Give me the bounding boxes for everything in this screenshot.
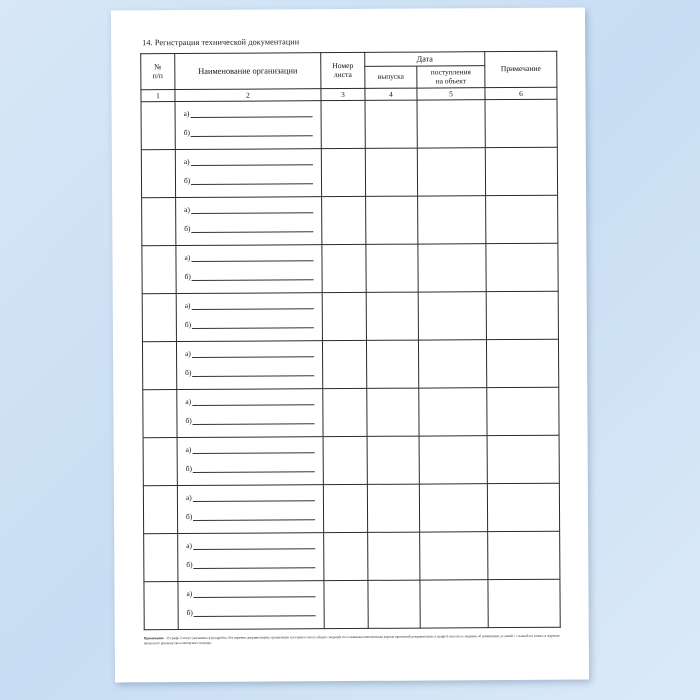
cell-sheet-number[interactable] [323,388,367,436]
registration-table [140,51,561,631]
cell-date-issue[interactable] [367,436,419,484]
write-line-label: б) [185,415,192,426]
cell-date-issue[interactable] [366,340,418,388]
write-line [186,510,315,521]
cell-organization[interactable] [177,437,323,486]
cell-row-number[interactable] [142,294,176,342]
write-line [184,126,313,137]
write-line [185,366,314,377]
write-line-rule[interactable] [191,175,313,185]
footnote-label: Примечание [143,636,164,641]
write-line-label: а) [183,156,190,167]
header-sheet-number-line1: Номер [332,60,354,70]
header-date-received [417,66,485,88]
write-line-label: б) [185,463,193,474]
write-line-label: б) [184,223,191,234]
header-date-received-line2: на объект [435,75,467,85]
write-line-label: б) [183,127,190,138]
organization-write-lines [176,101,321,149]
write-line-label: а) [186,588,193,599]
header-organization: Наименование организации [175,53,321,90]
write-line-label: а) [186,540,192,551]
table-row [142,195,558,246]
write-line [186,462,315,473]
cell-date-received[interactable] [418,244,486,292]
write-line-rule[interactable] [192,319,314,329]
document-content [140,36,560,653]
cell-remark[interactable] [487,387,559,435]
organization-write-lines [178,533,323,581]
write-line [185,299,314,310]
cell-organization[interactable] [175,149,321,198]
write-line-rule[interactable] [192,367,314,377]
header-sheet-number [321,52,365,88]
cell-date-issue[interactable] [366,244,418,292]
cell-row-number[interactable] [144,534,178,582]
write-line [185,318,314,329]
table-row [142,339,558,390]
cell-row-number[interactable] [141,150,175,198]
cell-row-number[interactable] [142,342,176,390]
write-line [184,222,313,233]
write-line-rule[interactable] [194,607,316,617]
write-line [186,539,315,550]
write-line-rule[interactable] [191,127,313,137]
cell-organization[interactable] [177,485,323,534]
table-row [144,531,560,582]
write-line-rule[interactable] [191,300,313,310]
write-line-label: а) [185,348,191,359]
write-line-label: б) [186,607,193,618]
table-row [141,147,557,198]
write-line-rule[interactable] [193,540,315,550]
write-line [185,347,314,358]
cell-remark[interactable] [486,243,558,291]
write-line-rule[interactable] [190,108,312,118]
header-row-main [141,51,557,68]
cell-organization[interactable] [178,581,324,630]
write-line [184,174,313,185]
cell-date-received[interactable] [419,484,487,532]
write-line-rule[interactable] [193,511,315,521]
document-sheet [111,8,589,683]
cell-remark[interactable] [487,435,559,483]
organization-write-lines [178,581,323,629]
write-line-label: б) [186,559,193,570]
cell-date-issue[interactable] [366,196,418,244]
footnote [144,634,560,647]
header-row-number [141,54,175,90]
write-line [186,443,315,454]
organization-write-lines [176,197,321,245]
cell-sheet-number[interactable] [324,580,368,628]
write-line-label: б) [184,271,191,282]
write-line-rule[interactable] [194,559,316,569]
footnote-text: – В графе 2 могут указываться (подробно, без перечня документации) организации поставки и числа общих сведений по основным комплектным картам проектной документации, в графе 6 вносятся сведения об изменениях условий с ссылкой на запись в журнале авторского руководства и авторского надзора. [143,633,560,646]
column-number-5: 5 [417,88,485,100]
cell-remark[interactable] [487,483,559,531]
header-date-group: Дата [365,52,485,67]
write-line-rule[interactable] [193,492,315,502]
write-line-label: а) [184,300,191,311]
write-line [186,558,315,569]
header-remark: Примечание [485,51,557,87]
cell-date-received[interactable] [417,148,485,196]
cell-remark[interactable] [485,99,557,147]
header-row-number-line1: № [154,61,162,71]
table-row [142,291,558,342]
cell-sheet-number[interactable] [322,196,366,244]
organization-write-lines [177,389,322,437]
table-row [141,99,557,150]
table-row [144,579,560,630]
write-line-rule[interactable] [192,396,314,406]
table-row [143,435,559,486]
cell-date-issue[interactable] [366,292,418,340]
write-line-rule[interactable] [192,444,314,454]
cell-organization[interactable] [176,197,322,246]
write-line-rule[interactable] [191,252,313,262]
cell-organization[interactable] [175,101,321,150]
write-line-rule[interactable] [193,588,315,598]
cell-remark[interactable] [488,579,560,627]
organization-write-lines [176,149,321,197]
cell-date-issue[interactable] [367,484,419,532]
cell-remark[interactable] [488,531,560,579]
write-line-label: а) [184,252,191,263]
cell-date-issue[interactable] [365,148,417,196]
cell-organization[interactable] [177,389,323,438]
cell-date-received[interactable] [418,196,486,244]
write-line [185,395,314,406]
header-row-number-line2: п/п [152,70,164,80]
column-number-3: 3 [321,88,365,100]
cell-row-number[interactable] [142,246,176,294]
cell-sheet-number[interactable] [322,244,366,292]
cell-date-received[interactable] [418,292,486,340]
cell-row-number[interactable] [142,198,176,246]
cell-sheet-number[interactable] [322,340,366,388]
cell-date-received[interactable] [418,340,486,388]
table-row [142,243,558,294]
cell-sheet-number[interactable] [322,292,366,340]
cell-date-received[interactable] [420,580,488,628]
table-head [141,51,557,102]
write-line [187,606,316,617]
cell-date-issue[interactable] [365,100,417,148]
write-line-label: а) [185,444,192,455]
table-row [143,387,559,438]
table-row [143,483,559,534]
write-line [184,155,313,166]
write-line-rule[interactable] [191,156,313,166]
write-line [186,587,315,598]
cell-organization[interactable] [178,533,324,582]
cell-date-received[interactable] [417,100,485,148]
write-line-label: а) [185,492,192,503]
write-line-rule[interactable] [192,348,314,358]
cell-sheet-number[interactable] [321,148,365,196]
write-line-label: а) [183,108,190,119]
organization-write-lines [177,341,322,389]
table-body [141,99,560,630]
cell-sheet-number[interactable] [324,532,368,580]
cell-organization[interactable] [176,293,322,342]
organization-write-lines [178,485,323,533]
write-line [185,414,314,425]
organization-write-lines [176,245,321,293]
page-title: 14. Регистрация технической документации [142,37,300,48]
cell-remark[interactable] [485,147,557,195]
cell-remark[interactable] [486,195,558,243]
write-line-rule[interactable] [191,223,313,233]
write-line-rule[interactable] [193,463,315,473]
header-sheet-number-line2: листа [333,69,352,79]
cell-date-received[interactable] [419,388,487,436]
write-line-label: б) [185,367,192,378]
write-line [184,107,313,118]
header-date-issue: выпуска [365,66,417,88]
cell-sheet-number[interactable] [323,436,367,484]
write-line-rule[interactable] [192,271,314,281]
cell-date-issue[interactable] [367,388,419,436]
cell-organization[interactable] [176,245,322,294]
organization-write-lines [177,293,322,341]
cell-row-number[interactable] [141,102,175,150]
cell-remark[interactable] [486,339,558,387]
write-line [186,491,315,502]
write-line-label: а) [185,396,192,407]
cell-sheet-number[interactable] [321,100,365,148]
write-line-label: а) [184,204,190,215]
cell-date-issue[interactable] [368,580,420,628]
cell-row-number[interactable] [144,582,178,630]
column-number-6: 6 [485,87,557,99]
write-line [185,270,314,281]
header-date-received-line1: поступления [430,67,471,77]
write-line-rule[interactable] [191,204,313,214]
cell-row-number[interactable] [143,486,177,534]
column-number-4: 4 [365,88,417,100]
cell-sheet-number[interactable] [323,484,367,532]
cell-row-number[interactable] [143,438,177,486]
cell-date-received[interactable] [420,532,488,580]
column-number-2: 2 [175,89,321,102]
write-line-rule[interactable] [193,415,315,425]
write-line-label: б) [186,511,193,522]
cell-remark[interactable] [486,291,558,339]
organization-write-lines [178,437,323,485]
write-line [184,251,313,262]
column-number-1: 1 [141,90,175,102]
write-line-label: б) [184,319,192,330]
write-line [184,203,313,214]
write-line-label: б) [183,175,191,186]
cell-date-received[interactable] [419,436,487,484]
cell-organization[interactable] [176,341,322,390]
cell-date-issue[interactable] [368,532,420,580]
cell-row-number[interactable] [143,390,177,438]
